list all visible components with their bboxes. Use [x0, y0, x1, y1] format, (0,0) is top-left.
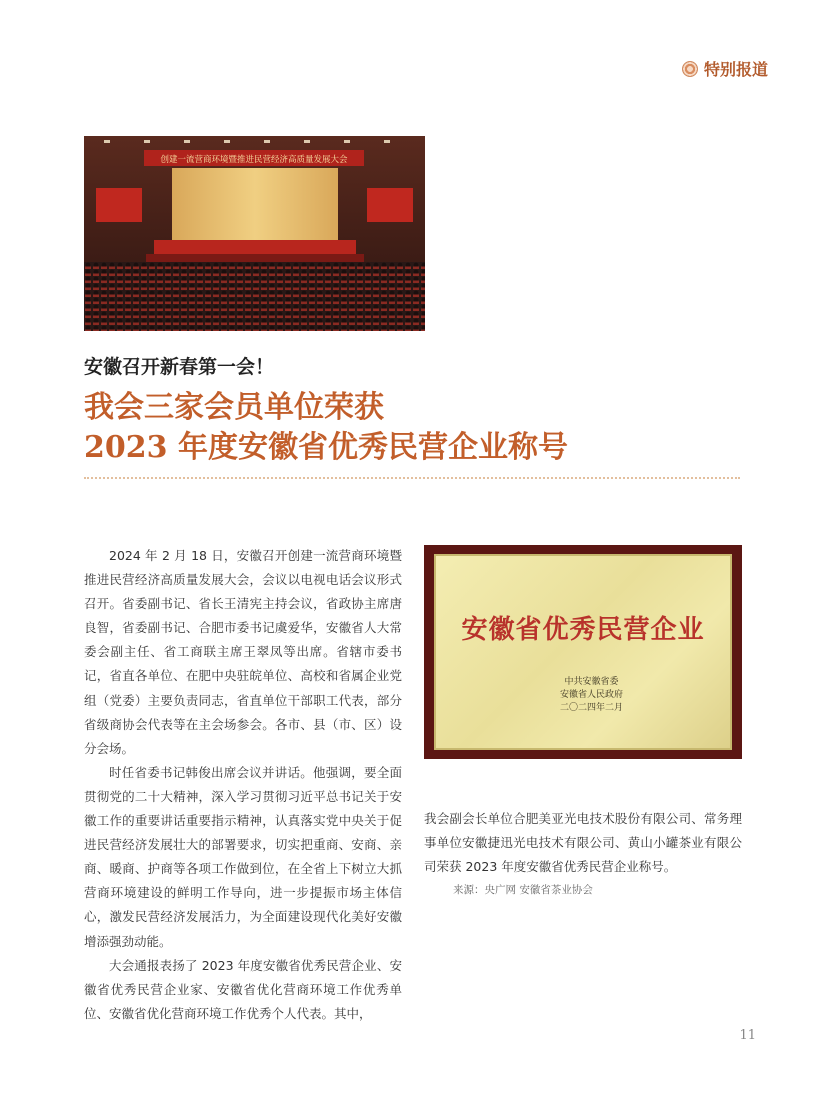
section-label: 特别报道: [703, 60, 768, 79]
title-line-1: 我会三家会员单位荣获: [84, 390, 384, 425]
divider: [84, 477, 740, 479]
paragraph: 时任省委书记韩俊出席会议并讲话。他强调，要全面贯彻党的二十大精神，深入学习贯彻习近平总书记关于安徽工作的重要讲话重要指示精神，认真落实党中央关于促进民营经济发展壮大的部署要求，切实把重商、安商、亲商、暖商、护商等各项工作做到位，在全省上下树立大抓营商环境建设的鲜明工作导向，进一步提振市场主体信心，激发民营经济发展活力，为全面建设现代化美好安徽增添强劲动能。: [84, 764, 402, 949]
title-line-2: 2023 年度安徽省优秀民营企业称号: [84, 430, 568, 465]
ornament-circle-icon: [682, 61, 698, 77]
source-note: 来源：央广网 安徽省茶业协会: [453, 884, 593, 896]
issuer-line: 安徽省人民政府: [560, 690, 624, 700]
award-plaque-photo: [424, 545, 742, 759]
issuer-line: 中共安徽省委: [564, 677, 619, 687]
plaque-title: 安徽省优秀民营企业: [461, 615, 705, 645]
paragraph: 2024 年 2 月 18 日，安徽召开创建一流营商环境暨推进民营经济高质量发展大会，会议以电视电话会议形式召开。省委副书记、省长王清宪主持会议，省政协主席唐良智，省委副书记、合肥市委书记虞爱华，安徽省人大常委会副主任、省工商联主席王翠凤等出席。省辖市委书记，省直各单位、在肥中央驻皖单位、高校和省属企业党组（党委）主要负责同志，省直单位干部职工代表，部分省级商协会代表等在主会场参会。各市、县（市、区）设分会场。: [84, 548, 402, 756]
plaque-face: [434, 554, 732, 750]
conference-photo: [84, 136, 425, 331]
article-body: [84, 544, 402, 1026]
article-title: [84, 388, 744, 468]
paragraph: 大会通报表扬了 2023 年度安徽省优秀民营企业、安徽省优秀民营企业家、安徽省优化营商环境工作优秀单位、安徽省优化营商环境工作优秀个人代表。其中，: [84, 957, 402, 1021]
banner-text: 创建一流营商环境暨推进民营经济高质量发展大会: [160, 155, 348, 165]
paragraph: 我会副会长单位合肥美亚光电技术股份有限公司、常务理事单位安徽捷迅光电技术有限公司、黄山小罐茶业有限公司荣获 2023 年度安徽省优秀民营企业称号。: [424, 811, 742, 875]
article-continuation: [424, 807, 742, 879]
section-header: [682, 57, 768, 80]
article-subtitle: 安徽召开新春第一会！: [84, 356, 275, 378]
plaque-issuer: [560, 676, 623, 715]
issuer-date: 二〇二四年二月: [560, 703, 624, 713]
page-number: 11: [739, 1028, 756, 1043]
